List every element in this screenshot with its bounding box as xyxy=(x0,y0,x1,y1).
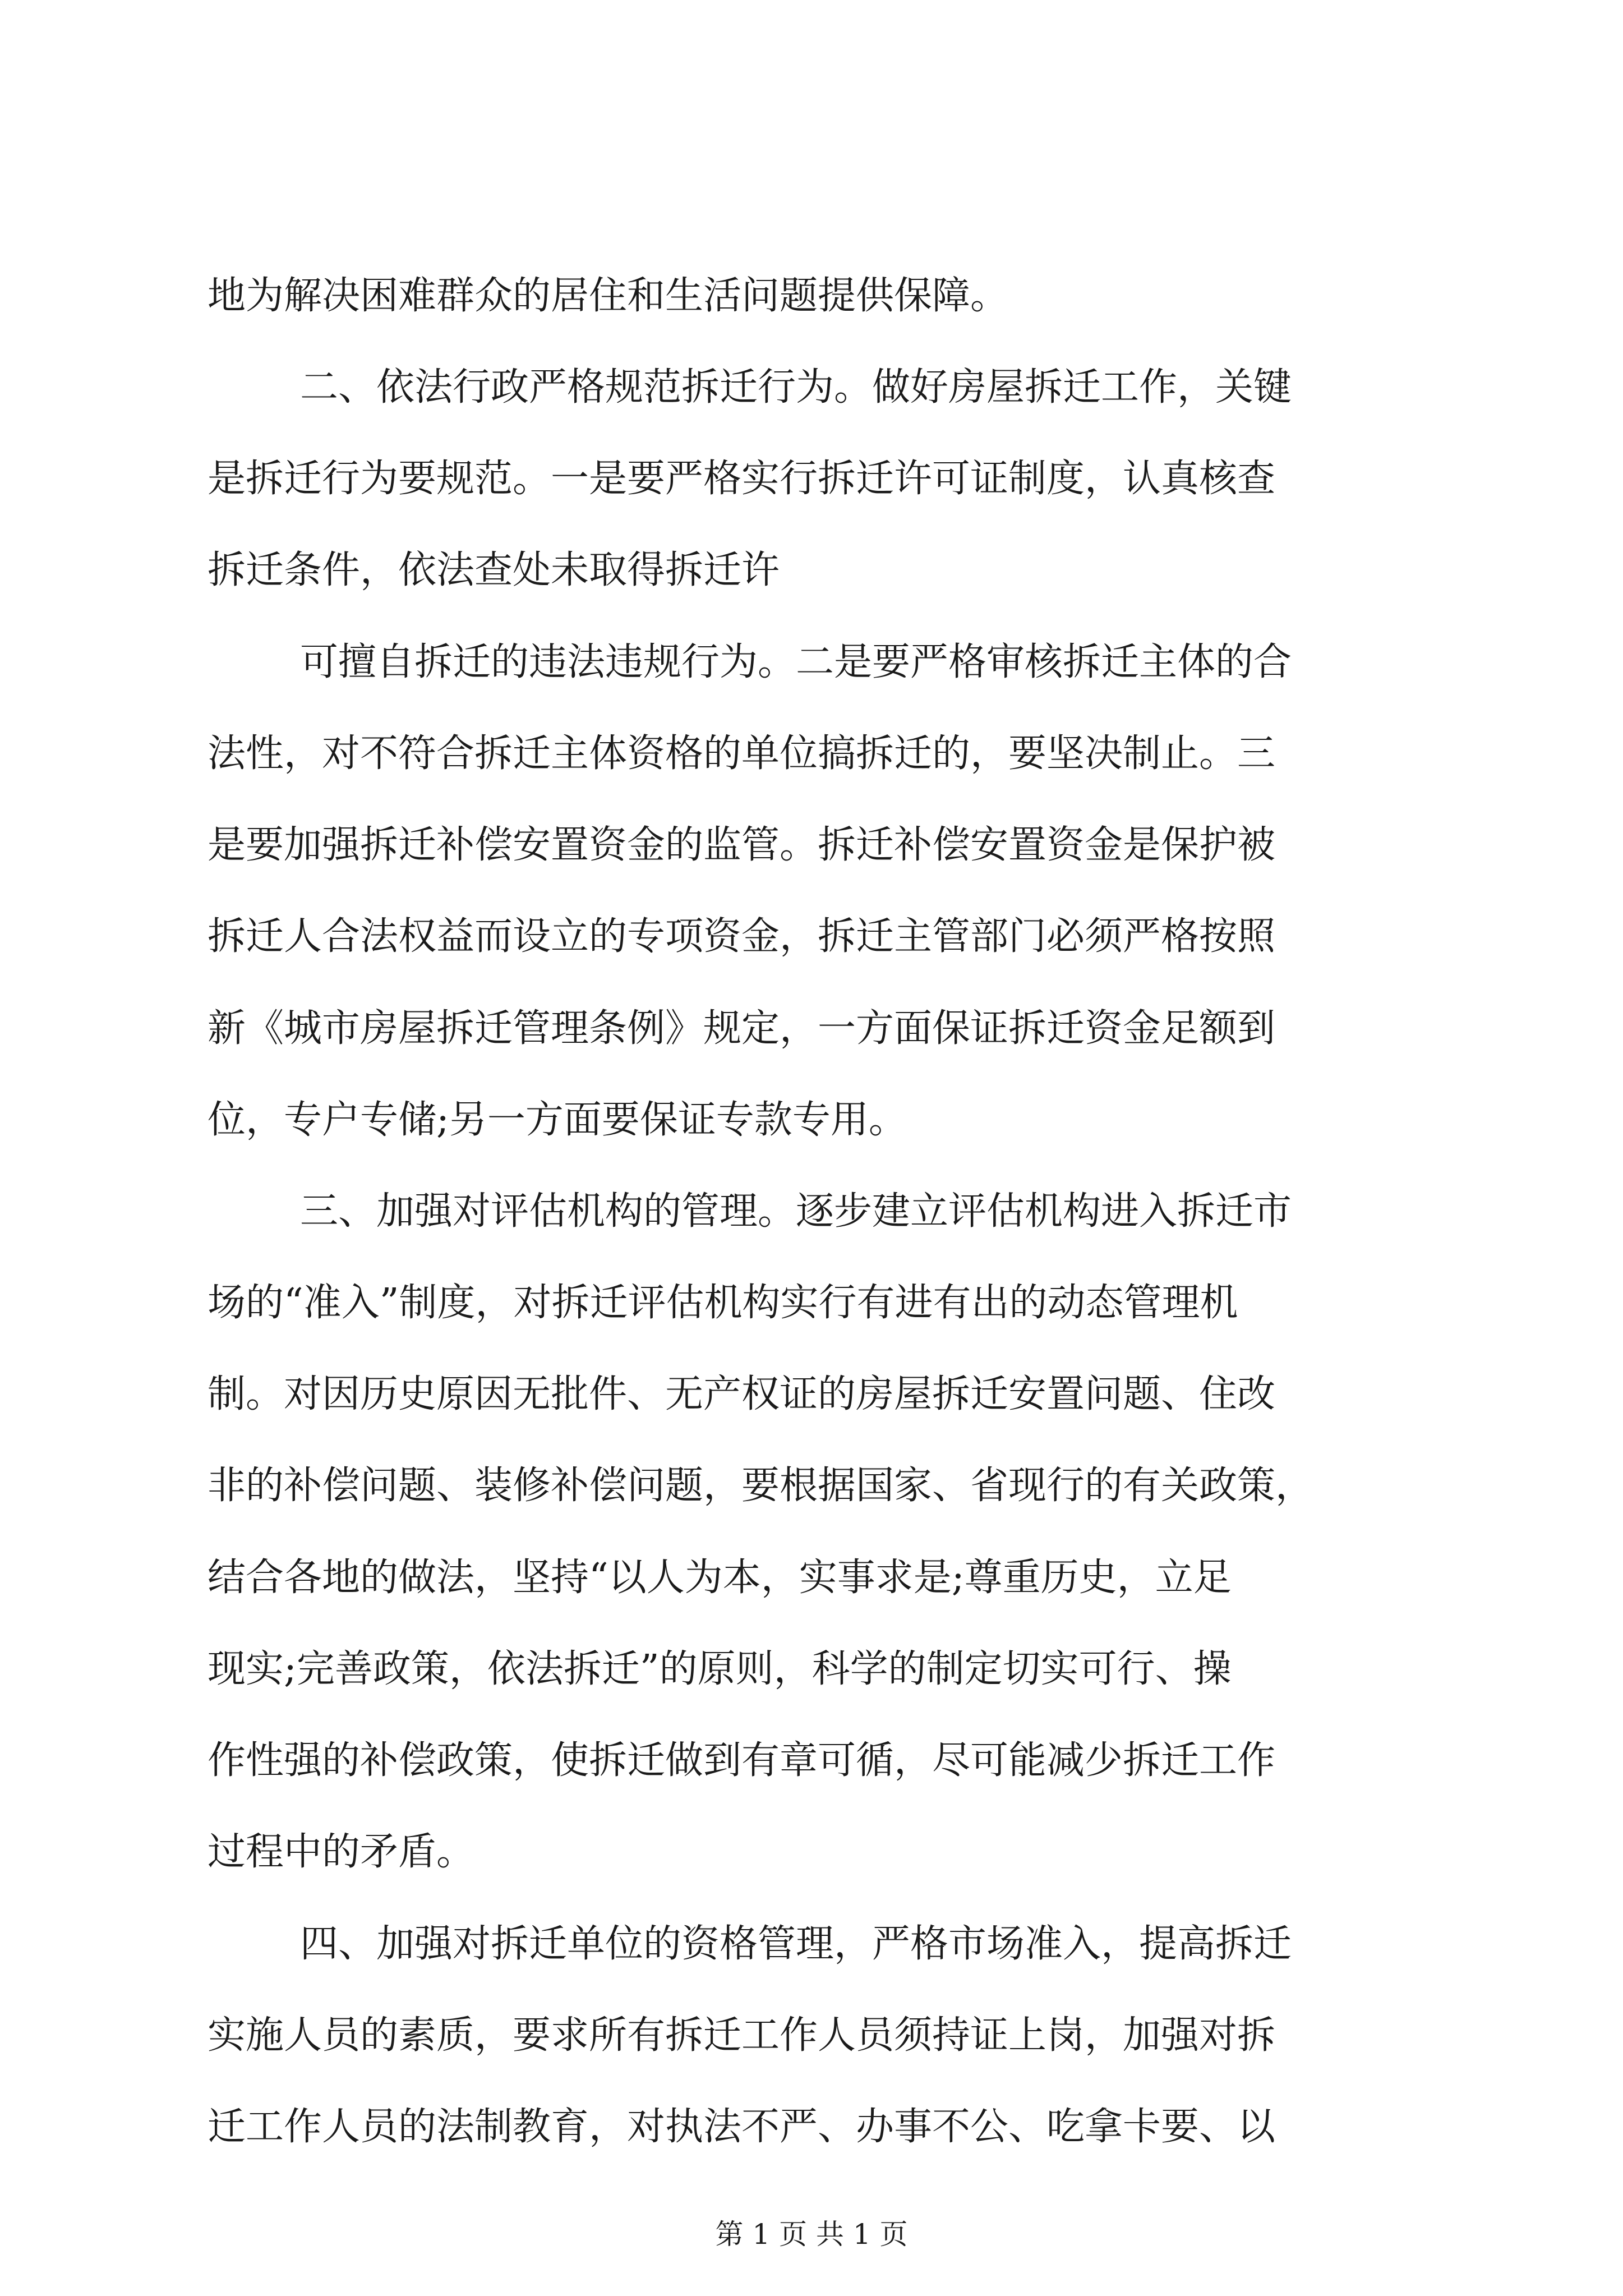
text-line-9: 新《城市房屋拆迁管理条例》规定，一方面保证拆迁资金足额到 xyxy=(208,1006,1276,1051)
text-line-15: 结合各地的做法，坚持“以人为本，实事求是;尊重历史，立足 xyxy=(208,1556,1232,1600)
text-line-2: 二、依法行政严格规范拆迁行为。做好房屋拆迁工作，关键 xyxy=(300,365,1292,409)
text-line-20: 实施人员的素质，要求所有拆迁工作人员须持证上岗，加强对拆 xyxy=(208,2013,1276,2058)
text-line-16: 现实;完善政策，依法拆迁”的原则，科学的制定切实可行、操 xyxy=(208,1647,1232,1691)
text-line-5: 可擅自拆迁的违法违规行为。二是要严格审核拆迁主体的合 xyxy=(300,640,1292,684)
text-line-6: 法性，对不符合拆迁主体资格的单位搞拆迁的，要坚决制止。三 xyxy=(208,731,1276,776)
text-line-7: 是要加强拆迁补偿安置资金的监管。拆迁补偿安置资金是保护被 xyxy=(208,823,1276,867)
text-line-4: 拆迁条件，依法查处未取得拆迁许 xyxy=(208,548,780,592)
text-line-21: 迁工作人员的法制教育，对执法不严、办事不公、吃拿卡要、以 xyxy=(208,2105,1276,2149)
text-line-11: 三、加强对评估机构的管理。逐步建立评估机构进入拆迁市 xyxy=(300,1189,1292,1234)
text-line-14: 非的补偿问题、装修补偿问题，要根据国家、省现行的有关政策， xyxy=(208,1464,1314,1508)
text-line-12: 场的“准入”制度，对拆迁评估机构实行有进有出的动态管理机 xyxy=(208,1281,1238,1325)
text-line-8: 拆迁人合法权益而设立的专项资金，拆迁主管部门必须严格按照 xyxy=(208,914,1276,959)
page-footer: 第 1 页 共 1 页 xyxy=(715,2218,908,2251)
text-line-10: 位，专户专储;另一方面要保证专款专用。 xyxy=(208,1098,907,1142)
text-line-19: 四、加强对拆迁单位的资格管理，严格市场准入，提高拆迁 xyxy=(300,1922,1292,1966)
text-line-1: 地为解决困难群众的居住和生活问题提供保障。 xyxy=(208,274,1009,318)
text-line-13: 制。对因历史原因无批件、无产权证的房屋拆迁安置问题、住改 xyxy=(208,1372,1276,1416)
text-line-18: 过程中的矛盾。 xyxy=(208,1830,475,1874)
text-line-3: 是拆迁行为要规范。一是要严格实行拆迁许可证制度，认真核查 xyxy=(208,457,1276,501)
text-line-17: 作性强的补偿政策，使拆迁做到有章可循，尽可能减少拆迁工作 xyxy=(208,1738,1276,1783)
